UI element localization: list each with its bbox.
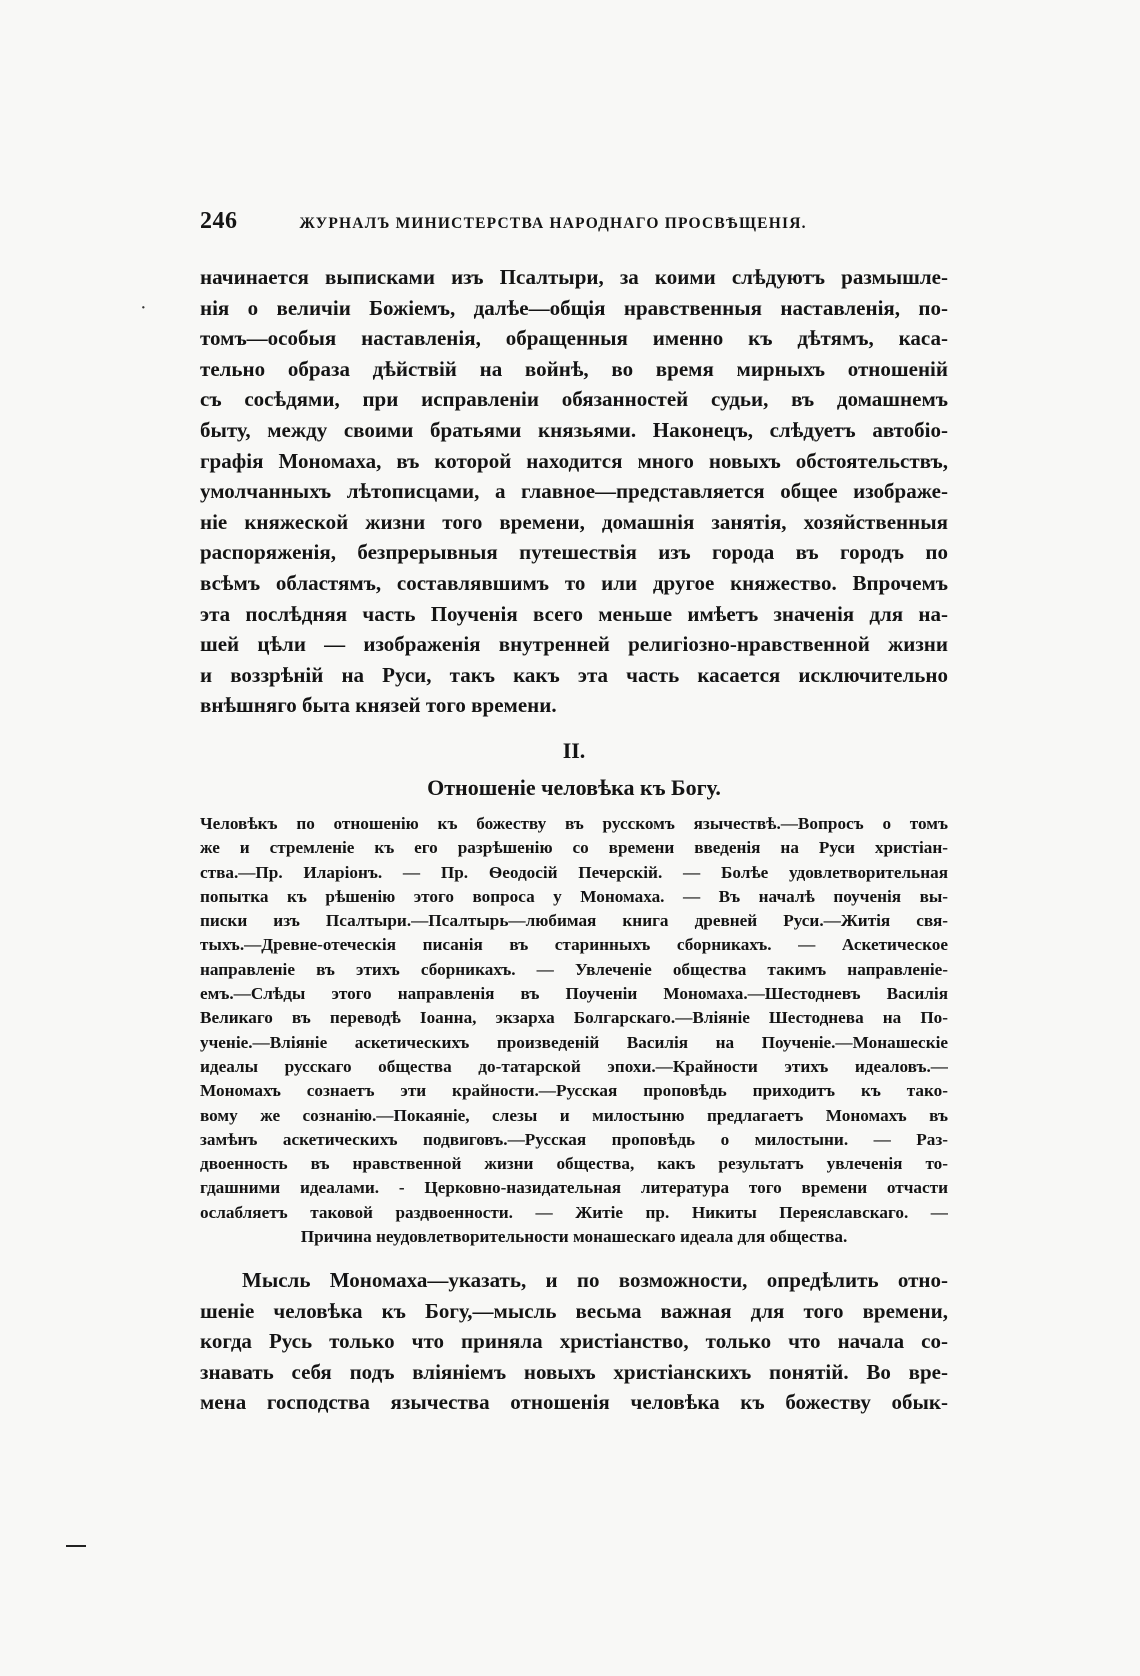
summary-line: Человѣкъ по отношенію къ божеству въ русскомъ язычествѣ.—Вопросъ о томъ <box>200 814 948 833</box>
journal-title: ЖУРНАЛЪ МИНИСТЕРСТВА НАРОДНАГО ПРОСВѢЩЕНІЯ. <box>299 215 807 232</box>
text-line: распоряженія, безпрерывныя путешествія изъ города въ городъ по <box>200 540 948 565</box>
summary-line: ства.—Пр. Иларіонъ. — Пр. Ѳеодосій Печерскій. — Болѣе удовлетворительная <box>200 862 948 882</box>
summary-line: направленіе въ этихъ сборникахъ. — Увлеченіе общества такимъ направленіе- <box>200 959 948 979</box>
summary-line: Мономахъ сознаетъ эти крайности.—Русская проповѣдь приходитъ къ тако- <box>200 1081 948 1101</box>
section-title: Отношеніе человѣка къ Богу. <box>427 775 721 800</box>
text-line: внѣшняго быта князей того времени. <box>200 693 557 718</box>
text-line: мена господства язычества отношенія человѣка къ божеству обык- <box>200 1390 948 1415</box>
running-header <box>200 208 960 244</box>
text-line: когда Русь только что приняла христіанство, только что начала со- <box>200 1329 948 1354</box>
summary-line: же и стремленіе къ его разрѣшенію со времени введенія на Руси христіан- <box>200 838 948 858</box>
text-line: умолчанныхъ лѣтописцами, а главное—представляется общее изображе- <box>200 479 948 504</box>
text-line: шей цѣли — изображенія внутренней религіозно-нравственной жизни <box>200 632 948 657</box>
margin-dot-mark: · <box>140 297 147 319</box>
text-line: ніе княжеской жизни того времени, домашнія занятія, хозяйственныя <box>200 509 948 534</box>
summary-line: гдашними идеалами. - Церковно-назидательная литература того времени отчасти <box>200 1178 948 1198</box>
summary-line: идеалы русскаго общества до-татарской эпохи.—Крайности этихъ идеаловъ.— <box>200 1056 948 1076</box>
paragraph-1 <box>200 262 948 721</box>
text-line: быту, между своими братьями князьями. Наконецъ, слѣдуетъ автобіо- <box>200 417 948 442</box>
summary-line: вому же сознанію.—Покаяніе, слезы и милостыню предлагаетъ Мономахъ въ <box>200 1105 948 1125</box>
text-line: и воззрѣній на Руси, такъ какъ эта часть касается исключительно <box>200 662 948 687</box>
text-line: знавать себя подъ вліяніемъ новыхъ христіанскихъ понятій. Во вре- <box>200 1359 948 1384</box>
page-number: 246 <box>200 208 238 234</box>
summary-line: замѣнъ аскетическихъ подвиговъ.—Русская проповѣдь о милостыни. — Раз- <box>200 1129 948 1149</box>
text-line: Мысль Мономаха—указать, и по возможности, опредѣлить отно- <box>242 1268 948 1292</box>
text-line: нія о величіи Божіемъ, далѣе—общія нравственныя наставленія, по- <box>200 295 948 320</box>
summary-line: ослабляетъ таковой раздвоенности. — Житіе пр. Никиты Переяславскаго. — <box>200 1202 948 1222</box>
summary-line: емъ.—Слѣды этого направленія въ Поученіи Мономаха.—Шестодневъ Василія <box>200 984 948 1004</box>
summary-line: попытка къ рѣшенію этого вопроса у Мономаха. — Въ началѣ поученія вы- <box>200 886 948 906</box>
section-summary <box>200 812 948 1249</box>
text-line: томъ—особыя наставленія, обращенныя именно къ дѣтямъ, каса- <box>200 326 948 351</box>
text-line: начинается выписками изъ Псалтыри, за коими слѣдуютъ размышле- <box>200 265 948 289</box>
text-line: съ сосѣдями, при исправленіи обязанностей судьи, въ домашнемъ <box>200 387 948 412</box>
section-number: II. <box>562 738 586 763</box>
summary-line: ученіе.—Вліяніе аскетическихъ произведеній Василія на Поученіе.—Монашескіе <box>200 1032 948 1052</box>
margin-dash-mark <box>66 1545 86 1547</box>
summary-line: тыхъ.—Древне-отеческія писанія въ старинныхъ сборникахъ. — Аскетическое <box>200 935 948 955</box>
text-line: шеніе человѣка къ Богу,—мысль весьма важная для того времени, <box>200 1298 948 1323</box>
text-line: эта послѣдняя часть Поученія всего меньше имѣетъ значенія для на- <box>200 601 948 626</box>
summary-line: писки изъ Псалтыри.—Псалтырь—любимая книга древней Руси.—Житія свя- <box>200 911 948 931</box>
paragraph-2 <box>200 1265 948 1418</box>
summary-line: двоенность въ нравственной жизни общества, какъ результатъ увлеченія то- <box>200 1154 948 1174</box>
text-line: графія Мономаха, въ которой находится много новыхъ обстоятельствъ, <box>200 448 948 473</box>
summary-line: Великаго въ переводѣ Іоанна, экзарха Болгарскаго.—Вліяніе Шестоднева на По- <box>200 1008 948 1028</box>
text-line: всѣмъ областямъ, составлявшимъ то или другое княжество. Впрочемъ <box>200 570 948 595</box>
text-line: тельно образа дѣйствій на войнѣ, во время мирныхъ отношеній <box>200 356 948 381</box>
summary-line: Причина неудовлетворительности монашескаго идеала для общества. <box>300 1227 848 1247</box>
